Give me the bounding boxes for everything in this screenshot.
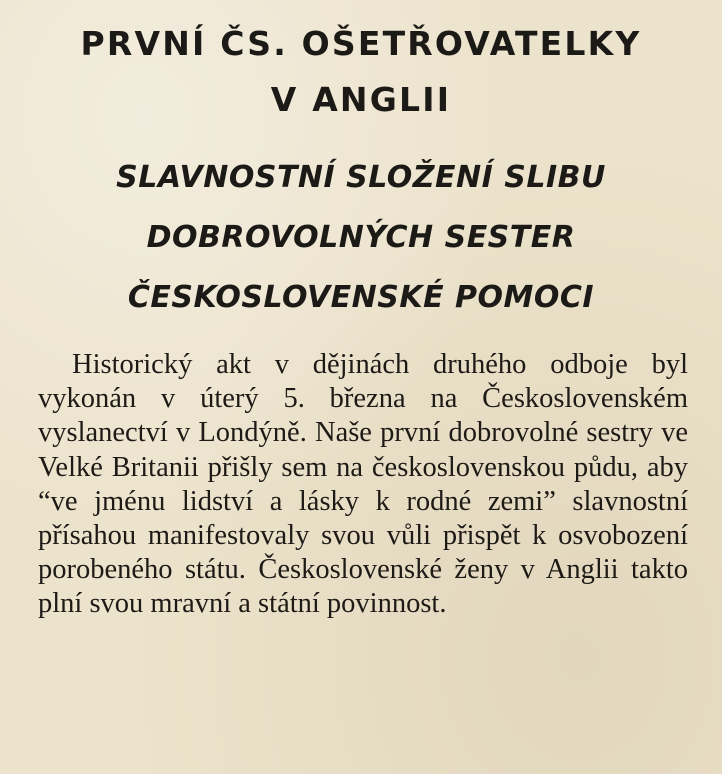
- headline-line-2: V ANGLII: [270, 80, 452, 119]
- headline-line-1: PRVNÍ ČS. OŠETŘOVATELKY: [80, 24, 642, 63]
- subheadline-line-3: ČESKOSLOVENSKÉ POMOCI: [127, 280, 595, 315]
- subheadline-line-2: DOBROVOLNÝCH SESTER: [146, 220, 576, 255]
- subheadline-line-1: SLAVNOSTNÍ SLOŽENÍ SLIBU: [116, 160, 606, 195]
- article-paragraph: Historický akt v dějinách druhého odboje byl vykonán v úterý 5. března na Československém vyslanectví v Londýně. Naše první dobrovolné sestry ve Velké Britanii přišly sem na československou půdu, aby “ve jménu lidství a lásky k rodné zemi” slavnostní přísahou manifestovaly svou vůli přispět k osvobození porobeného státu. Československé ženy v Anglii takto plní svou mravní a státní povinnost.: [38, 349, 688, 620]
